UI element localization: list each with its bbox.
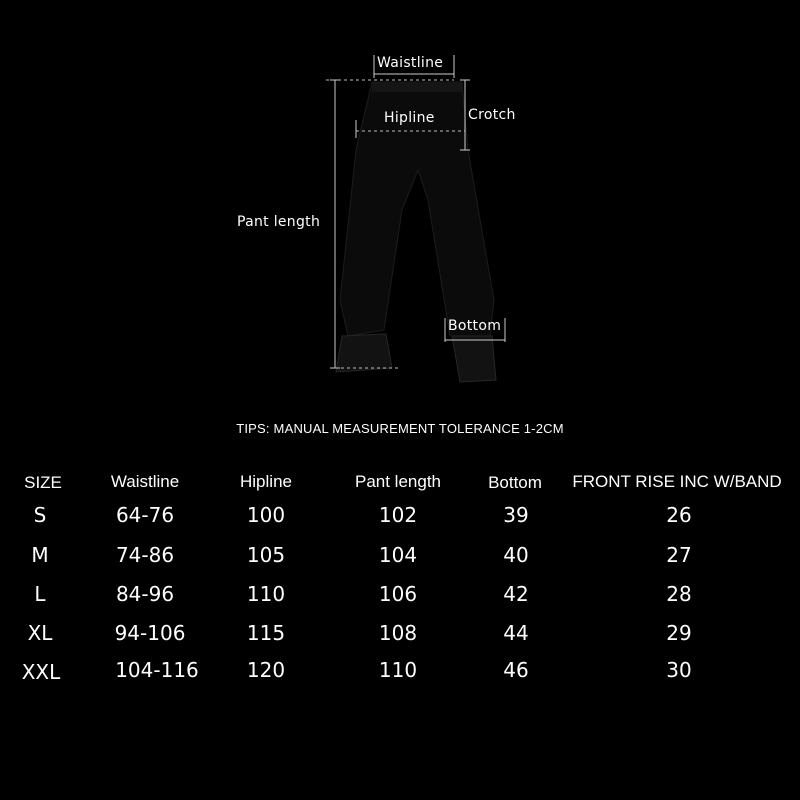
header-pant-length: Pant length <box>354 472 442 491</box>
front-rise-cell: 30 <box>666 658 692 682</box>
header-waistline: Waistline <box>110 472 180 491</box>
bottom-cell: 39 <box>503 503 529 527</box>
bottom-cell: 42 <box>503 582 529 606</box>
waistline-cell: 64-76 <box>115 503 175 527</box>
front-rise-cell: 28 <box>666 582 692 606</box>
crotch-label: Crotch <box>468 107 516 123</box>
waistline-cell: 74-86 <box>115 543 175 567</box>
hipline-cell: 120 <box>246 658 286 682</box>
hipline-label: Hipline <box>384 110 435 126</box>
size-cell: M <box>31 543 49 567</box>
bottom-cell: 40 <box>503 543 529 567</box>
waistline-cell: 104-116 <box>115 658 199 682</box>
bottom-cell: 44 <box>503 621 529 645</box>
pant-length-cell: 106 <box>378 582 418 606</box>
header-bottom: Bottom <box>488 473 542 492</box>
waistline-cell: 84-96 <box>115 582 175 606</box>
front-rise-cell: 27 <box>666 543 692 567</box>
pant-length-cell: 104 <box>378 543 418 567</box>
bottom-label: Bottom <box>448 318 502 334</box>
waistline-cell: 94-106 <box>114 621 186 645</box>
hipline-cell: 100 <box>246 503 286 527</box>
size-cell: S <box>33 503 47 527</box>
header-size: SIZE <box>24 473 62 492</box>
size-cell: L <box>34 582 46 606</box>
size-cell: XL <box>27 621 53 645</box>
pant-length-cell: 110 <box>378 658 418 682</box>
front-rise-cell: 26 <box>666 503 692 527</box>
pant-length-cell: 108 <box>378 621 418 645</box>
header-hipline: Hipline <box>240 472 292 491</box>
pant-length-cell: 102 <box>378 503 418 527</box>
header-front-rise: FRONT RISE INC W/BAND <box>572 472 782 491</box>
hipline-cell: 110 <box>246 582 286 606</box>
front-rise-cell: 29 <box>666 621 692 645</box>
pant-length-label: Pant length <box>237 214 321 230</box>
size-cell: XXL <box>21 660 61 684</box>
bottom-cell: 46 <box>503 658 529 682</box>
hipline-cell: 105 <box>246 543 286 567</box>
measurement-tips: TIPS: MANUAL MEASUREMENT TOLERANCE 1-2CM <box>236 421 564 436</box>
hipline-cell: 115 <box>246 621 286 645</box>
waistline-label: Waistline <box>377 55 444 71</box>
